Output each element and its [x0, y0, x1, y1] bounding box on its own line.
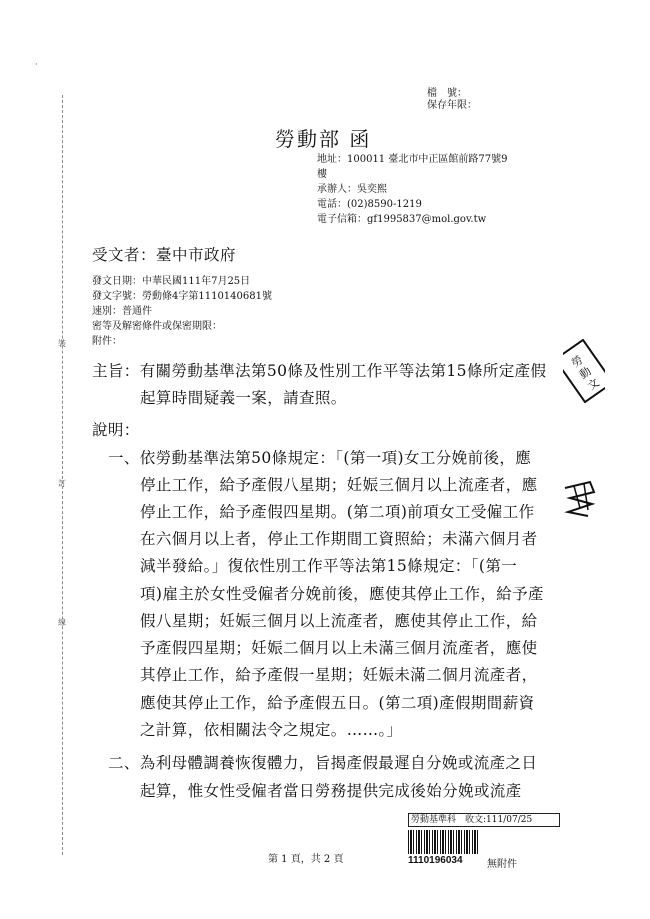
speed: 速別：普通件 [92, 306, 152, 317]
item1-line: 停止工作，給予產假四星期。(第二項)前項女工受僱工作 [140, 503, 535, 521]
svg-text:動: 動 [577, 364, 594, 382]
attachment: 附件： [92, 336, 122, 347]
contact-phone: 電話：(02)8590-1219 [317, 199, 422, 210]
item2-line: 二、為利母體調養恢復體力，旨揭產假最遲自分娩或流產之日 [108, 754, 538, 772]
secrecy: 密等及解密條件或保密期限： [92, 321, 222, 332]
official-seal-stamp [563, 339, 605, 403]
item1-line: 停止工作，給予產假八星期；妊娠三個月以上流產者，應 [140, 476, 538, 494]
item1-line: 項)雇主於女性受僱者分娩前後，應使其停止工作，給予產 [140, 585, 544, 603]
svg-text:文: 文 [585, 376, 602, 393]
item1-line: 減半發給。」復依性別工作平等法第15條規定：「(第一 [140, 557, 518, 575]
retention-label: 保存年限： [427, 100, 477, 111]
no-attachment-label: 無附件 [487, 859, 517, 870]
item1-line: 予產假四星期；妊娠二個月以上未滿三個月流產者，應使 [140, 639, 538, 657]
page-footer: 第 1 頁，共 2 頁 [268, 854, 344, 865]
item1-line: 在六個月以上者，停止工作期間工資照給；未滿六個月者 [140, 530, 538, 548]
contact-handler: 承辦人：吳奕熙 [317, 184, 387, 195]
recipient: 受文者：臺中市政府 [92, 246, 237, 264]
binding-mark-middle: 訂 [58, 479, 66, 488]
agency-title: 勞動部 函 [275, 127, 372, 151]
svg-text:勞: 勞 [569, 353, 586, 371]
contact-address-2: 樓 [317, 169, 327, 180]
item1-line: 一、依勞動基準法第50條規定：「(第一項)女工分娩前後，應 [108, 449, 532, 467]
corner-dot: · [35, 60, 38, 69]
item1-line: 之計算，依相關法令之規定。……。」 [140, 721, 403, 739]
explanation-label: 說明： [92, 421, 140, 439]
contact-email: 電子信箱：gf1995837@mol.gov.tw [317, 214, 487, 225]
contact-address-1: 地址：100011 臺北市中正區館前路77號9 [317, 154, 508, 165]
receipt-stamp: 勞動基準科 收文:111/07/25 [408, 813, 560, 827]
issue-date: 發文日期：中華民國111年7月25日 [92, 276, 251, 287]
barcode-number: 1110196034 [408, 855, 463, 866]
binding-dashed-line [62, 95, 63, 855]
issue-number: 發文字號：勞動條4字第1110140681號 [92, 291, 272, 302]
subject-line-2: 起算時間疑義一案，請查照。 [140, 389, 347, 407]
barcode-icon [408, 830, 480, 854]
file-number-label: 檔 號： [427, 88, 467, 99]
handwritten-scribble [560, 478, 600, 518]
item1-line: 應使其停止工作，給予產假五日。(第二項)產假期間薪資 [140, 694, 535, 712]
binding-mark-bottom: 線 [58, 618, 66, 627]
item1-line: 假八星期；妊娠三個月以上流產者，應使其停止工作，給 [140, 612, 538, 630]
item1-line: 其停止工作，給予產假一星期；妊娠未滿二個月流產者， [140, 666, 538, 684]
binding-mark-top: 裝 [58, 339, 66, 348]
item2-line: 起算，惟女性受僱者當日勞務提供完成後始分娩或流產 [140, 782, 522, 800]
subject-line-1: 主旨：有關勞動基準法第50條及性別工作平等法第15條所定產假 [92, 362, 547, 380]
